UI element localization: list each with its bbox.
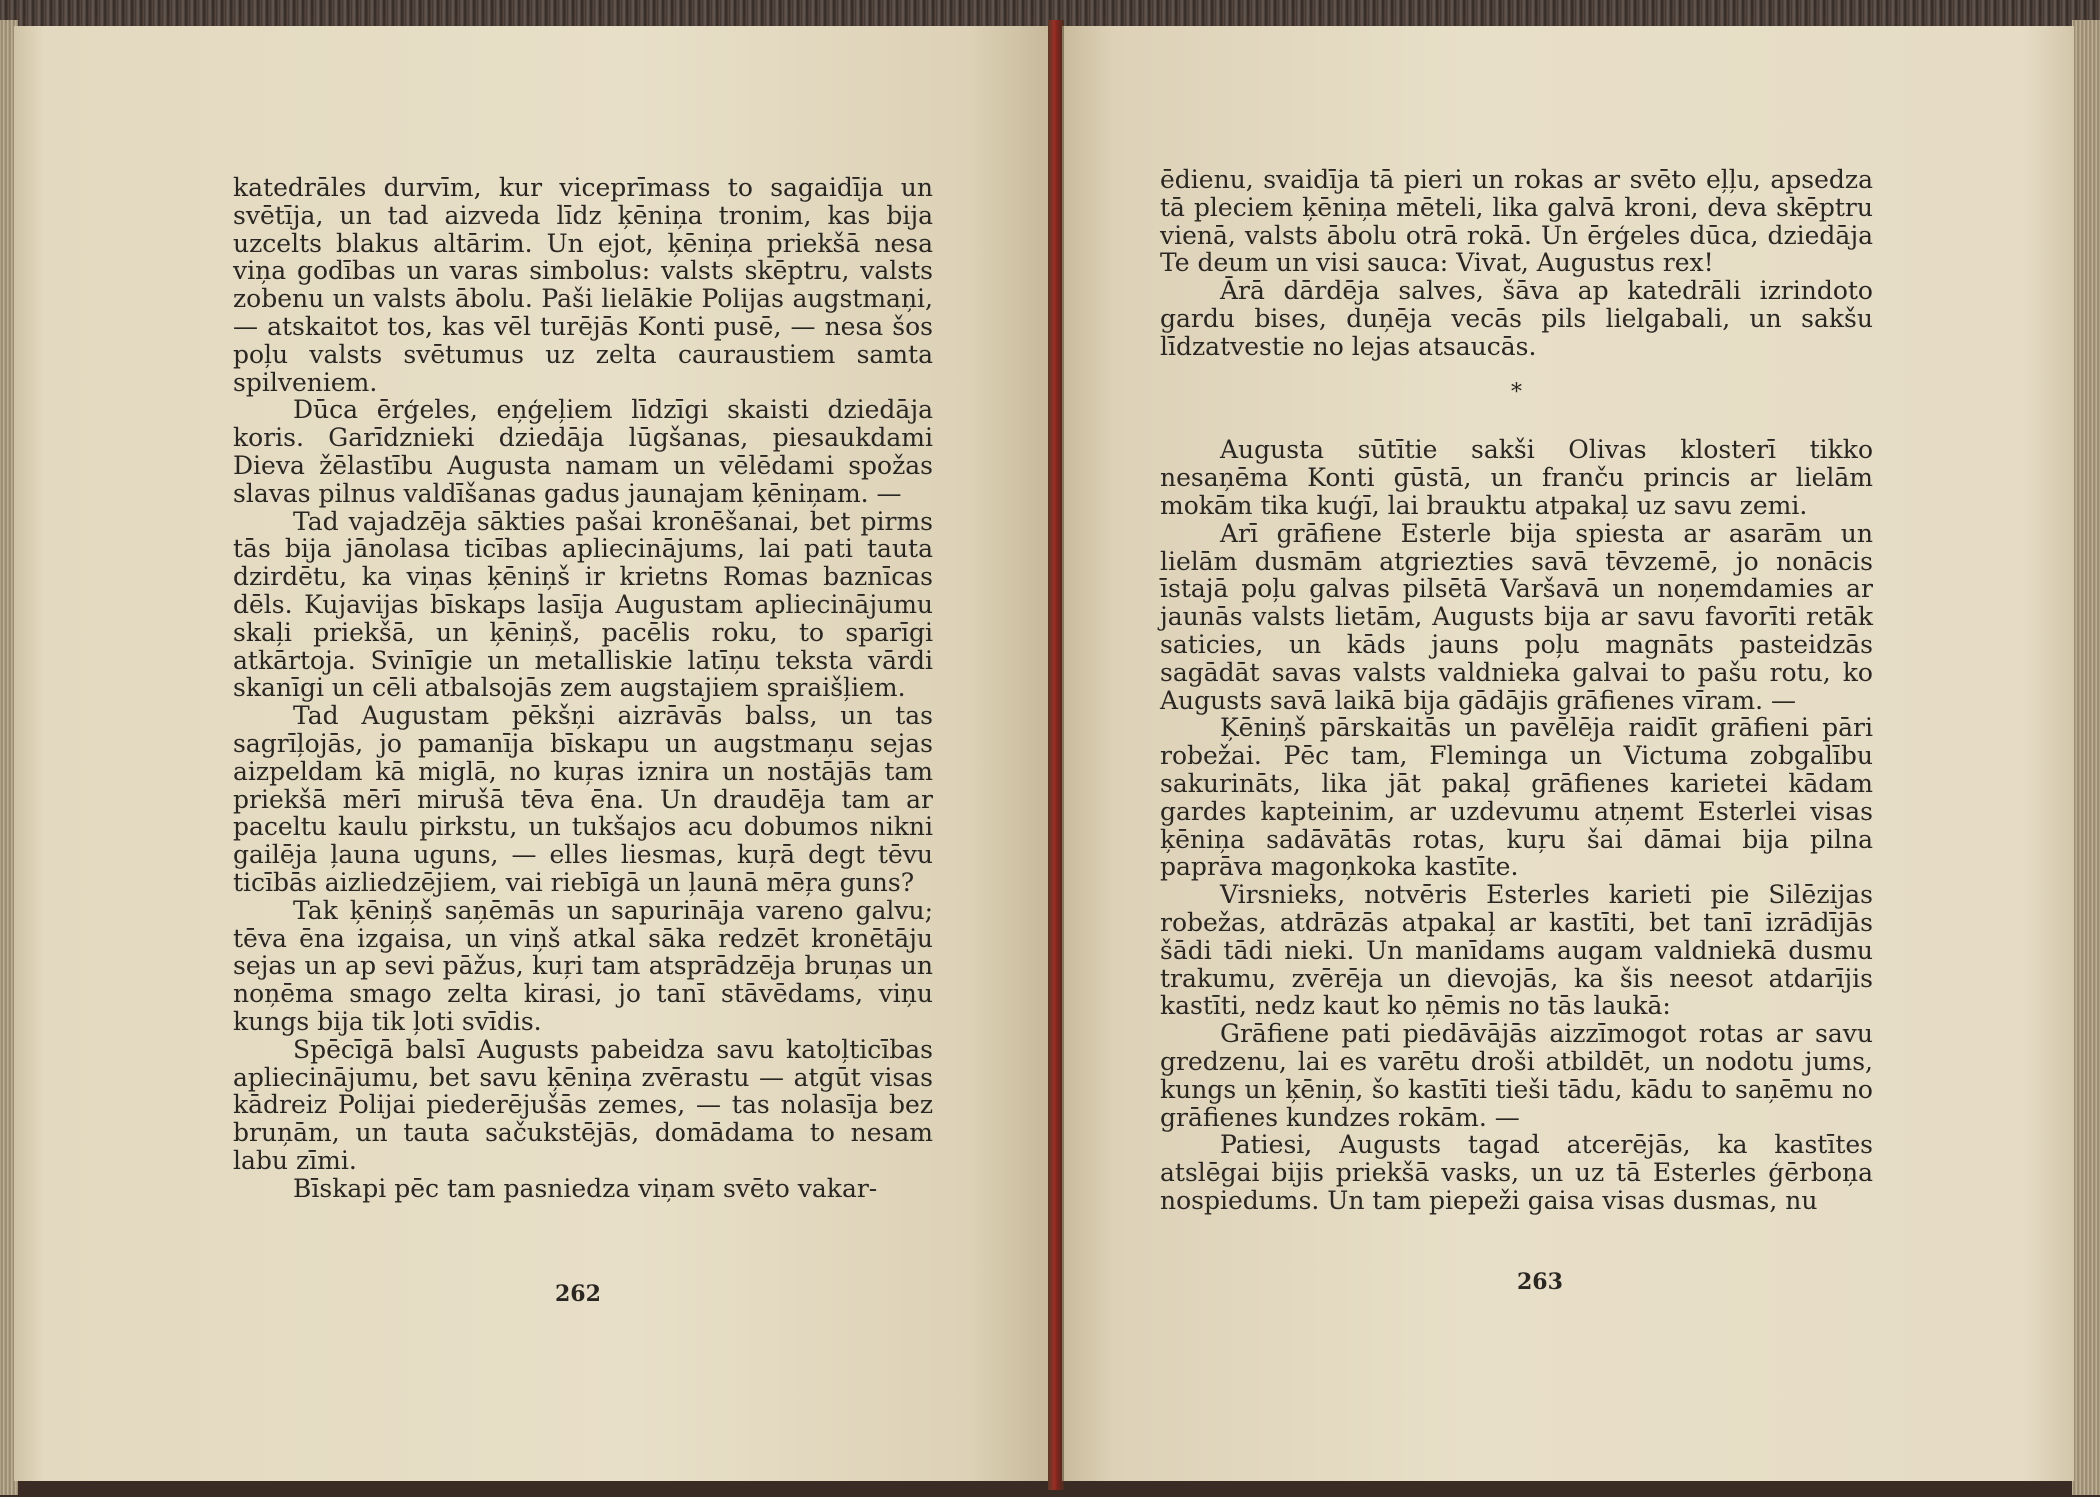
paragraph: ēdienu, svaidīja tā pieri un rokas ar svēto eļļu, apsedza tā pleciem ķēniņa mēteli, lika galvā kroni, deva skēptru vienā, valsts ābolu otrā rokā. Un ērģeles dūca, dziedāja Te deum un visi sauca: Vivat, Augustus rex! <box>1160 165 1873 278</box>
paragraph: Arī grāfiene Esterle bija spiesta ar asarām un lielām dusmām atgriezties savā tēvzemē, jo nonācis īstajā poļu galvas pilsētā Varšavā un noņemdamies ar jaunās valsts lietām, Augusts bija ar savu favorīti retāk saticies, un kāds jauns poļu magnāts pasteidzās sagādāt savas valsts valdnieka galvai to pašu rotu, ko Augusts savā laikā bija gādājis grāfienes vīram. — <box>1160 518 1873 715</box>
paragraph: Ķēniņš pārskaitās un pavēlēja raidīt grāfieni pāri robežai. Pēc tam, Fleminga un Victuma zobgalību sakurināts, lika jāt pakaļ grāfienes karietei kādam gardes kapteinim, ar uzdevumu atņemt Esterlei visas ķēniņa sadāvātās rotas, kuŗu šai dāmai bija pilna paprāva magoņkoka kastīte. <box>1160 713 1873 882</box>
right-page-edges <box>2072 20 2100 1495</box>
paragraph: katedrāles durvīm, kur viceprīmass to sagaidīja un svētīja, un tad aizveda līdz ķēniņa tronim, kas bija uzcelts blakus altārim. Un ejot, ķēniņa priekšā nesa viņa godības un varas simbolus: valsts skēptru, valsts zobenu un valsts ābolu. Paši lielākie Polijas augstmaņi, — atskaitot tos, kas vēl turējās Konti pusē, — nesa šos poļu valsts svētumus uz zelta cauraustiem samta spilveniem. <box>233 173 933 397</box>
paragraph: Tak ķēniņš saņēmās un sapurināja vareno galvu; tēva ēna izgaisa, un viņš atkal sāka redzēt kronētāju sejas un ap sevi pāžus, kuŗi tam atsprādzēja bruņas un noņēma smago zelta kirasi, jo tanī stāvēdams, viņu kungs bija tik ļoti svīdis. <box>233 895 933 1036</box>
paragraph: Augusta sūtītie sakši Olivas klosterī tikko nesaņēma Konti gūstā, un franču princis ar lielām mokām tika kuģī, lai brauktu atpakaļ uz savu zemi. <box>1160 435 1873 520</box>
right-page-number: 263 <box>1517 1269 1563 1295</box>
right-page-text <box>1160 166 1873 1215</box>
right-page <box>1062 26 2074 1481</box>
paragraph: Grāfiene pati piedāvājās aizzīmogot rotas ar savu gredzenu, lai es varētu droši atbildēt, un nodotu jums, kungs un ķēniņ, šo kastīti tieši tādu, kādu to saņēmu no grāfienes kundzes rokām. — <box>1160 1019 1873 1132</box>
paragraph: Virsnieks, notvēris Esterles karieti pie Silēzijas robežas, atdrāzās atpakaļ ar kastīti, bet tanī izrādījās šādi tādi nieki. Un manīdams augam valdniekā dusmu trakumu, zvērēja un dievojās, ka šis neesot atdarījis kastīti, nedz kaut ko ņēmis no tās laukā: <box>1160 880 1873 1021</box>
left-page-text <box>233 174 933 1202</box>
paragraph: Ārā dārdēja salves, šāva ap katedrāli izrindoto gardu bises, duņēja vecās pils lielgabali, un sakšu līdzatvestie no lejas atsaucās. <box>1160 276 1873 361</box>
section-separator: * <box>1511 379 1522 405</box>
left-page-number: 262 <box>555 1281 601 1307</box>
paragraph: Dūca ērģeles, eņģeļiem līdzīgi skaisti dziedāja koris. Garīdznieki dziedāja lūgšanas, piesaukdami Dieva žēlastību Augusta namam un vēlēdami spožas slavas pilnus valdīšanas gadus jaunajam ķēniņam. — <box>233 395 933 508</box>
paragraph: Tad vajadzēja sākties pašai kronēšanai, bet pirms tās bija jānolasa ticības apliecinājums, lai pati tauta dzirdētu, ka viņas ķēniņš ir krietns Romas baznīcas dēls. Kujavijas bīskaps lasīja Augustam apliecinājumu skaļi priekšā, un ķēniņš, pacēlis roku, to sparīgi atkārtoja. Svinīgie un metalliskie latīņu teksta vārdi skanīgi un cēli atbalsojās zem augstajiem spraišļiem. <box>233 506 933 703</box>
left-page <box>14 26 1052 1481</box>
paragraph: Spēcīgā balsī Augusts pabeidza savu katoļticības apliecinājumu, bet savu ķēniņa zvērastu — atgūt visas kādreiz Polijai piederējušās zemes, — tas nolasīja bez bruņām, un tauta sačukstējās, domādama to nesam labu zīmi. <box>233 1034 933 1175</box>
paragraph: Patiesi, Augusts tagad atcerējās, ka kastītes atslēgai bijis priekšā vasks, un uz tā Esterles ģērboņa nospiedums. Un tam piepeži gaisa visas dusmas, nu <box>1160 1130 1873 1215</box>
paragraph: Bīskapi pēc tam pasniedza viņam svēto vakar- <box>293 1173 878 1203</box>
paragraph: Tad Augustam pēkšņi aizrāvās balss, un tas sagrīļojās, jo pamanīja bīskapu un augstmaņu sejas aizpeldam kā miglā, no kuŗas iznira un nostājās tam priekšā mērī mirušā tēva ēna. Un draudēja tam ar paceltu kaulu pirkstu, un tukšajos acu dobumos nikni gailēja ļauna uguns, — elles liesmas, kuŗā degt tēvu ticībās aizliedzējiem, vai riebīgā un ļaunā mēŗa guns? <box>233 701 933 897</box>
